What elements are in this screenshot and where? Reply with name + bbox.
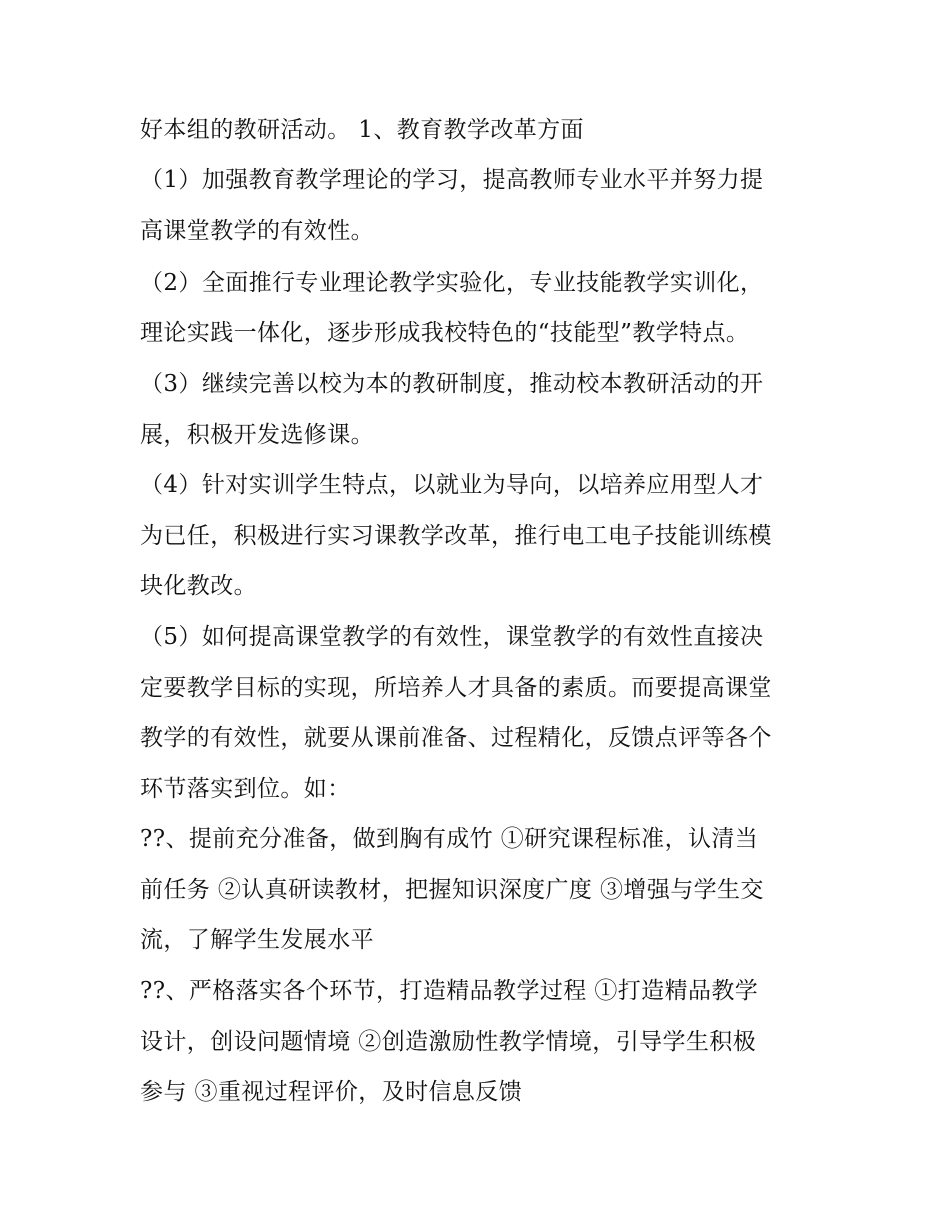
text-line-12: 定要教学目标的实现，所培养人才具备的素质。而要提高课堂 (140, 675, 772, 701)
text-line-8: （4）针对实训学生特点，以就业为导向，以培养应用型人才 (140, 472, 764, 498)
text-line-14: 环节落实到位。如： (140, 776, 351, 802)
text-line-6: （3）继续完善以校为本的教研制度，推动校本教研活动的开 (140, 371, 764, 397)
text-line-4: （2）全面推行专业理论教学实验化，专业技能教学实训化， (140, 270, 764, 296)
text-line-9: 为已任，积极进行实习课教学改革，推行电工电子技能训练模 (140, 523, 772, 549)
text-line-17: 流，了解学生发展水平 (140, 927, 374, 953)
text-line-19: 设计，创设问题情境 ②创造激励性教学情境，引导学生积极 (140, 1029, 757, 1055)
text-line-11: （5）如何提高课堂教学的有效性，课堂教学的有效性直接决 (140, 624, 764, 650)
text-line-16: 前任务 ②认真研读教材，把握知识深度广度 ③增强与学生交 (140, 877, 764, 903)
text-line-20: 参与 ③重视过程评价，及时信息反馈 (140, 1079, 523, 1105)
text-line-13: 教学的有效性，就要从课前准备、过程精化，反馈点评等各个 (140, 725, 772, 751)
text-line-3: 高课堂教学的有效性。 (140, 218, 374, 244)
text-line-15: ??、提前充分准备，做到胸有成竹 ①研究课程标准，认清当 (140, 826, 759, 852)
text-line-18: ??、严格落实各个环节，打造精品教学过程 ①打造精品教学 (140, 978, 759, 1004)
text-line-2: （1）加强教育教学理论的学习，提高教师专业水平并努力提 (140, 167, 764, 193)
text-line-5: 理论实践一体化，逐步形成我校特色的“技能型”教学特点。 (140, 320, 750, 346)
text-line-1: 好本组的教研活动。 1、教育教学改革方面 (140, 117, 584, 143)
text-line-10: 块化教改。 (140, 573, 257, 599)
text-line-7: 展，积极开发选修课。 (140, 422, 374, 448)
